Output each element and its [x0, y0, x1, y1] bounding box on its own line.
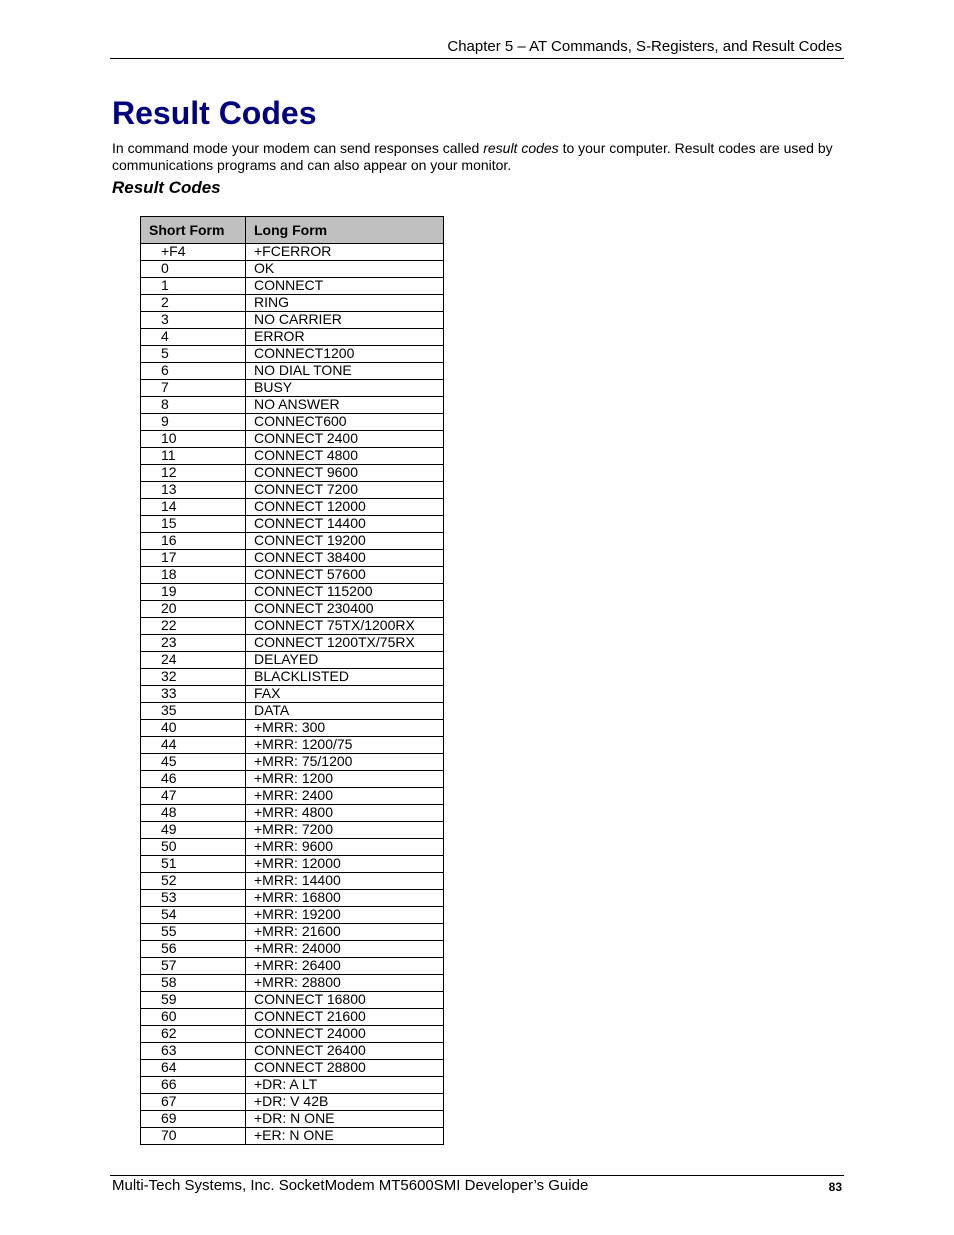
table-row — [141, 482, 444, 499]
long-form-cell: OK — [246, 261, 444, 278]
short-form-cell: 48 — [141, 805, 246, 822]
table-row — [141, 669, 444, 686]
table-row — [141, 856, 444, 873]
long-form-cell: CONNECT 14400 — [246, 516, 444, 533]
table-row — [141, 244, 444, 261]
table-row — [141, 465, 444, 482]
table-row — [141, 975, 444, 992]
table-row — [141, 618, 444, 635]
table-row — [141, 805, 444, 822]
table-row — [141, 1009, 444, 1026]
long-form-cell: CONNECT 4800 — [246, 448, 444, 465]
long-form-cell: CONNECT 1200TX/75RX — [246, 635, 444, 652]
short-form-cell: 66 — [141, 1077, 246, 1094]
long-form-cell: CONNECT 75TX/1200RX — [246, 618, 444, 635]
short-form-cell: 52 — [141, 873, 246, 890]
long-form-cell: CONNECT 230400 — [246, 601, 444, 618]
short-form-cell: +F4 — [141, 244, 246, 261]
table-row — [141, 754, 444, 771]
short-form-cell: 45 — [141, 754, 246, 771]
intro-emphasis: result codes — [483, 140, 559, 156]
short-form-cell: 16 — [141, 533, 246, 550]
table-row — [141, 788, 444, 805]
table-header-row — [141, 217, 444, 244]
long-form-cell: +MRR: 2400 — [246, 788, 444, 805]
long-form-cell: +MRR: 1200 — [246, 771, 444, 788]
short-form-cell: 54 — [141, 907, 246, 924]
long-form-cell: +MRR: 28800 — [246, 975, 444, 992]
long-form-cell: +MRR: 7200 — [246, 822, 444, 839]
short-form-cell: 12 — [141, 465, 246, 482]
short-form-cell: 63 — [141, 1043, 246, 1060]
short-form-cell: 32 — [141, 669, 246, 686]
short-form-cell: 13 — [141, 482, 246, 499]
long-form-cell: NO ANSWER — [246, 397, 444, 414]
table-row — [141, 329, 444, 346]
long-form-cell: +MRR: 300 — [246, 720, 444, 737]
table-row — [141, 1026, 444, 1043]
long-form-cell: BUSY — [246, 380, 444, 397]
short-form-cell: 67 — [141, 1094, 246, 1111]
intro-paragraph — [112, 140, 847, 174]
table-row — [141, 873, 444, 890]
long-form-cell: CONNECT 19200 — [246, 533, 444, 550]
table-row — [141, 720, 444, 737]
short-form-cell: 5 — [141, 346, 246, 363]
long-form-cell: BLACKLISTED — [246, 669, 444, 686]
long-form-cell: CONNECT 115200 — [246, 584, 444, 601]
short-form-cell: 69 — [141, 1111, 246, 1128]
short-form-cell: 60 — [141, 1009, 246, 1026]
table-row — [141, 516, 444, 533]
short-form-cell: 50 — [141, 839, 246, 856]
short-form-cell: 18 — [141, 567, 246, 584]
long-form-cell: DATA — [246, 703, 444, 720]
long-form-cell: +MRR: 9600 — [246, 839, 444, 856]
short-form-cell: 22 — [141, 618, 246, 635]
long-form-cell: +MRR: 16800 — [246, 890, 444, 907]
table-row — [141, 652, 444, 669]
table-row — [141, 1128, 444, 1145]
table-row — [141, 1094, 444, 1111]
long-form-cell: +MRR: 75/1200 — [246, 754, 444, 771]
short-form-cell: 8 — [141, 397, 246, 414]
column-header-short-form: Short Form — [141, 217, 246, 244]
table-row — [141, 924, 444, 941]
short-form-cell: 1 — [141, 278, 246, 295]
page-title: Result Codes — [112, 95, 317, 131]
table-row — [141, 839, 444, 856]
long-form-cell: ERROR — [246, 329, 444, 346]
long-form-cell: NO CARRIER — [246, 312, 444, 329]
table-row — [141, 737, 444, 754]
table-row — [141, 1077, 444, 1094]
long-form-cell: +MRR: 12000 — [246, 856, 444, 873]
intro-text-end: to your computer. Result codes are used by communications programs and can also appear on your monitor. — [112, 140, 833, 173]
short-form-cell: 40 — [141, 720, 246, 737]
short-form-cell: 24 — [141, 652, 246, 669]
long-form-cell: +MRR: 4800 — [246, 805, 444, 822]
short-form-cell: 62 — [141, 1026, 246, 1043]
column-header-long-form: Long Form — [246, 217, 444, 244]
table-body — [141, 244, 444, 1145]
long-form-cell: +ER: N ONE — [246, 1128, 444, 1145]
short-form-cell: 33 — [141, 686, 246, 703]
long-form-cell: CONNECT 2400 — [246, 431, 444, 448]
table-row — [141, 567, 444, 584]
table-row — [141, 414, 444, 431]
short-form-cell: 3 — [141, 312, 246, 329]
footer-rule — [110, 1175, 844, 1176]
long-form-cell: CONNECT600 — [246, 414, 444, 431]
table-row — [141, 533, 444, 550]
short-form-cell: 56 — [141, 941, 246, 958]
intro-text-start: In command mode your modem can send responses called — [112, 140, 484, 156]
short-form-cell: 47 — [141, 788, 246, 805]
table-row — [141, 703, 444, 720]
short-form-cell: 2 — [141, 295, 246, 312]
table-row — [141, 822, 444, 839]
short-form-cell: 4 — [141, 329, 246, 346]
section-heading: Result Codes — [112, 178, 221, 197]
long-form-cell: +MRR: 21600 — [246, 924, 444, 941]
long-form-cell: CONNECT 28800 — [246, 1060, 444, 1077]
table-row — [141, 397, 444, 414]
table-row — [141, 686, 444, 703]
short-form-cell: 58 — [141, 975, 246, 992]
table-row — [141, 601, 444, 618]
short-form-cell: 51 — [141, 856, 246, 873]
long-form-cell: CONNECT 12000 — [246, 499, 444, 516]
short-form-cell: 53 — [141, 890, 246, 907]
page-number: 83 — [828, 1180, 842, 1194]
table-row — [141, 363, 444, 380]
table-row — [141, 890, 444, 907]
short-form-cell: 59 — [141, 992, 246, 1009]
short-form-cell: 64 — [141, 1060, 246, 1077]
short-form-cell: 57 — [141, 958, 246, 975]
long-form-cell: +MRR: 26400 — [246, 958, 444, 975]
table-row — [141, 1060, 444, 1077]
short-form-cell: 7 — [141, 380, 246, 397]
short-form-cell: 15 — [141, 516, 246, 533]
short-form-cell: 44 — [141, 737, 246, 754]
table-row — [141, 992, 444, 1009]
long-form-cell: +FCERROR — [246, 244, 444, 261]
long-form-cell: CONNECT 9600 — [246, 465, 444, 482]
short-form-cell: 46 — [141, 771, 246, 788]
table-row — [141, 958, 444, 975]
table-row — [141, 1043, 444, 1060]
table-row — [141, 278, 444, 295]
header-rule — [110, 58, 844, 59]
long-form-cell: RING — [246, 295, 444, 312]
short-form-cell: 0 — [141, 261, 246, 278]
table-row — [141, 1111, 444, 1128]
long-form-cell: +MRR: 24000 — [246, 941, 444, 958]
short-form-cell: 10 — [141, 431, 246, 448]
table-row — [141, 584, 444, 601]
long-form-cell: FAX — [246, 686, 444, 703]
long-form-cell: CONNECT 16800 — [246, 992, 444, 1009]
short-form-cell: 11 — [141, 448, 246, 465]
long-form-cell: NO DIAL TONE — [246, 363, 444, 380]
long-form-cell: CONNECT 26400 — [246, 1043, 444, 1060]
footer-text: Multi-Tech Systems, Inc. SocketModem MT5600SMI Developer’s Guide — [112, 1177, 589, 1194]
short-form-cell: 55 — [141, 924, 246, 941]
long-form-cell: +MRR: 19200 — [246, 907, 444, 924]
short-form-cell: 49 — [141, 822, 246, 839]
long-form-cell: CONNECT1200 — [246, 346, 444, 363]
table-row — [141, 312, 444, 329]
table-row — [141, 380, 444, 397]
table-row — [141, 550, 444, 567]
table-row — [141, 346, 444, 363]
long-form-cell: CONNECT 57600 — [246, 567, 444, 584]
table-row — [141, 261, 444, 278]
long-form-cell: CONNECT 24000 — [246, 1026, 444, 1043]
chapter-header: Chapter 5 – AT Commands, S-Registers, and Result Codes — [447, 38, 842, 55]
short-form-cell: 35 — [141, 703, 246, 720]
table-row — [141, 499, 444, 516]
long-form-cell: CONNECT 21600 — [246, 1009, 444, 1026]
long-form-cell: CONNECT 38400 — [246, 550, 444, 567]
long-form-cell: +DR: V 42B — [246, 1094, 444, 1111]
short-form-cell: 6 — [141, 363, 246, 380]
short-form-cell: 14 — [141, 499, 246, 516]
long-form-cell: +DR: A LT — [246, 1077, 444, 1094]
table-row — [141, 448, 444, 465]
long-form-cell: CONNECT 7200 — [246, 482, 444, 499]
table-row — [141, 771, 444, 788]
short-form-cell: 19 — [141, 584, 246, 601]
table-row — [141, 635, 444, 652]
short-form-cell: 23 — [141, 635, 246, 652]
long-form-cell: +MRR: 1200/75 — [246, 737, 444, 754]
table-row — [141, 907, 444, 924]
long-form-cell: +DR: N ONE — [246, 1111, 444, 1128]
short-form-cell: 9 — [141, 414, 246, 431]
table-row — [141, 295, 444, 312]
long-form-cell: CONNECT — [246, 278, 444, 295]
table-row — [141, 431, 444, 448]
long-form-cell: +MRR: 14400 — [246, 873, 444, 890]
long-form-cell: DELAYED — [246, 652, 444, 669]
result-codes-table — [140, 216, 444, 1145]
short-form-cell: 20 — [141, 601, 246, 618]
short-form-cell: 70 — [141, 1128, 246, 1145]
short-form-cell: 17 — [141, 550, 246, 567]
table-row — [141, 941, 444, 958]
